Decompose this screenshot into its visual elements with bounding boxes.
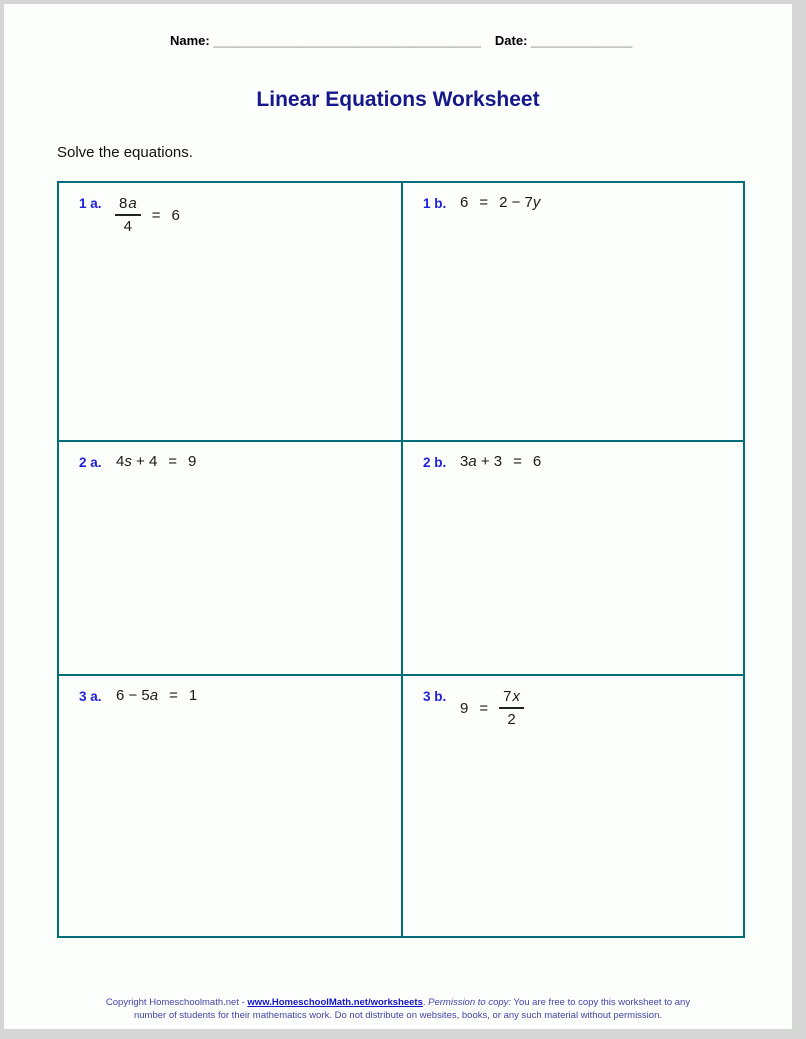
equation-3a (116, 687, 197, 704)
right-hand-side: 1 (188, 687, 198, 704)
footer-line1-rest: You are free to copy this worksheet to any (511, 997, 691, 1008)
worksheet-page (4, 4, 792, 1029)
right-hand-side: 2 − 7y (499, 194, 541, 211)
equation-1b (460, 194, 540, 211)
problem-cell-3a (59, 674, 401, 936)
date-label: Date: (494, 33, 528, 48)
fraction-numerator: 7x (499, 688, 524, 709)
left-hand-side: 6 (460, 194, 469, 211)
problem-label-1a: 1 a. (79, 196, 102, 211)
problem-label-2b: 2 b. (423, 455, 447, 470)
equation-3b (460, 688, 524, 728)
after-link-text: . (422, 997, 429, 1008)
instructions-text: Solve the equations. (57, 144, 193, 161)
equals-sign: = (169, 687, 178, 704)
worksheets-link[interactable]: www.HomeschoolMath.net/worksheets (247, 997, 423, 1008)
date-blank-line: ______________ (531, 33, 633, 48)
left-hand-side: 3a + 3 (460, 453, 503, 470)
problems-grid (57, 181, 745, 938)
left-hand-side: 4s + 4 (116, 453, 158, 470)
fraction-denominator: 2 (507, 711, 516, 728)
equals-sign: = (168, 453, 178, 470)
problem-cell-1b (401, 183, 743, 440)
problem-label-2a: 2 a. (79, 455, 102, 470)
right-hand-side: 6 (532, 453, 542, 470)
permission-to-copy-text: Permission to copy: (428, 997, 512, 1008)
name-label: Name: (170, 33, 210, 48)
equation-1a (115, 195, 180, 235)
copyright-text: Copyright Homeschoolmath.net - (105, 997, 248, 1008)
problem-label-1b: 1 b. (423, 196, 447, 211)
left-hand-side: 9 (460, 699, 469, 717)
equals-sign: = (151, 206, 161, 224)
problem-cell-2a (59, 440, 401, 674)
left-hand-side: 6 − 5a (116, 687, 159, 704)
problem-label-3b: 3 b. (423, 689, 447, 704)
right-hand-side: 6 (171, 206, 180, 224)
fraction-numerator: 8a (115, 195, 141, 216)
equation-2a (116, 453, 196, 470)
fraction-denominator: 4 (123, 218, 133, 235)
page-title: Linear Equations Worksheet (256, 88, 540, 111)
fraction-1a (115, 195, 141, 235)
problem-cell-1a (59, 183, 401, 440)
name-blank-line: _____________________________________ (213, 33, 481, 48)
equals-sign: = (479, 194, 489, 211)
equals-sign: = (513, 453, 522, 470)
problem-cell-3b (401, 674, 743, 936)
problem-cell-2b (401, 440, 743, 674)
problem-label-3a: 3 a. (79, 689, 102, 704)
copyright-footer (4, 996, 792, 1022)
right-hand-side: 9 (188, 453, 197, 470)
equation-2b (460, 453, 541, 470)
name-date-header (170, 33, 632, 48)
equals-sign: = (479, 699, 489, 717)
footer-line2: number of students for their mathematics work. Do not distribute on websites, books, or any such material without permission. (133, 1010, 662, 1021)
fraction-3b (499, 688, 524, 728)
